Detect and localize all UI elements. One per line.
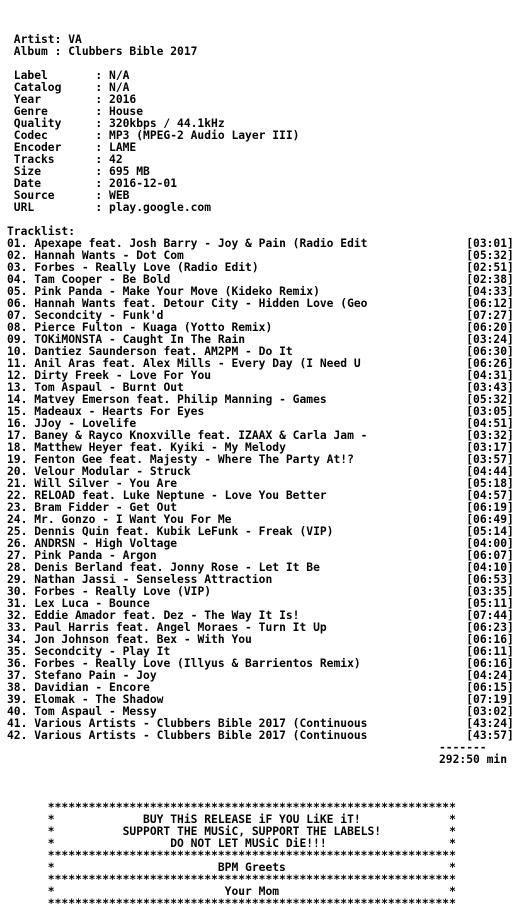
nfo-text xyxy=(7,34,528,910)
info-row: URL : play.google.com xyxy=(7,201,212,214)
track-title: Tom Aspaul - Burnt Out xyxy=(34,382,184,394)
track-row xyxy=(7,670,528,682)
track-duration: [07:19] xyxy=(466,694,514,706)
track-row xyxy=(7,406,528,418)
track-number: 14. xyxy=(7,394,28,406)
track-duration: [03:24] xyxy=(466,334,514,346)
track-duration: [04:57] xyxy=(466,490,514,502)
track-duration: [03:05] xyxy=(466,406,514,418)
track-number: 34. xyxy=(7,634,28,646)
track-number: 06. xyxy=(7,298,28,310)
track-row xyxy=(7,514,528,526)
track-title: Forbes - Really Love (Radio Edit) xyxy=(34,262,259,274)
track-number: 41. xyxy=(7,718,28,730)
track-row xyxy=(7,550,528,562)
track-number: 17. xyxy=(7,430,28,442)
track-duration: [06:53] xyxy=(466,574,514,586)
banner-message: * BUY THiS RELEASE iF YOU LiKE iT! * xyxy=(7,813,456,826)
track-duration: [02:38] xyxy=(466,274,514,286)
track-title: Stefano Pain - Joy xyxy=(34,670,157,682)
track-number: 13. xyxy=(7,382,28,394)
track-duration: [07:44] xyxy=(466,610,514,622)
track-row xyxy=(7,346,528,358)
track-number: 03. xyxy=(7,262,28,274)
track-title: Dantiez Saunderson feat. AM2PM - Do It xyxy=(34,346,293,358)
track-title: Nathan Jassi - Senseless Attraction xyxy=(34,574,273,586)
track-row xyxy=(7,274,528,286)
track-row xyxy=(7,466,528,478)
track-duration: [05:14] xyxy=(466,526,514,538)
greets-name: * Your Mom * xyxy=(7,885,456,898)
track-duration: [06:23] xyxy=(466,622,514,634)
track-duration: [06:16] xyxy=(466,634,514,646)
track-duration: [43:24] xyxy=(466,718,514,730)
track-title: Hannah Wants feat. Detour City - Hidden Love (Geo xyxy=(34,298,368,310)
track-number: 20. xyxy=(7,466,28,478)
track-duration: [03:35] xyxy=(466,586,514,598)
track-number: 21. xyxy=(7,478,28,490)
track-row xyxy=(7,370,528,382)
track-row xyxy=(7,310,528,322)
artist-line: Artist: VA xyxy=(7,34,82,46)
track-number: 07. xyxy=(7,310,28,322)
track-row xyxy=(7,706,528,718)
track-title: Mr. Gonzo - I Want You For Me xyxy=(34,514,232,526)
track-title: Forbes - Really Love (Illyus & Barrientos Remix) xyxy=(34,658,361,670)
info-row: Tracks : 42 xyxy=(7,153,123,166)
total-rule: ------- xyxy=(439,741,487,754)
track-row xyxy=(7,394,528,406)
info-row: Source : WEB xyxy=(7,189,130,202)
track-title: Matthew Heyer feat. Kyiki - My Melody xyxy=(34,442,286,454)
track-row xyxy=(7,598,528,610)
track-number: 26. xyxy=(7,538,28,550)
track-row xyxy=(7,562,528,574)
total-line xyxy=(7,754,528,766)
track-duration: [06:12] xyxy=(466,298,514,310)
track-title: Baney & Rayco Knoxville feat. IZAAX & Carla Jam - xyxy=(34,430,368,442)
track-row xyxy=(7,622,528,634)
track-row xyxy=(7,694,528,706)
track-number: 15. xyxy=(7,406,28,418)
track-row xyxy=(7,526,528,538)
track-number: 36. xyxy=(7,658,28,670)
track-number: 16. xyxy=(7,418,28,430)
track-number: 28. xyxy=(7,562,28,574)
track-title: Various Artists - Clubbers Bible 2017 (Continuous xyxy=(34,718,368,730)
release-info xyxy=(7,70,528,214)
track-title: Various Artists - Clubbers Bible 2017 (Continuous xyxy=(34,730,368,742)
track-duration: [43:57] xyxy=(466,730,514,742)
info-row: Catalog : N/A xyxy=(7,81,130,94)
track-title: Bram Fidder - Get Out xyxy=(34,502,178,514)
track-title: Tom Aspaul - Messy xyxy=(34,706,157,718)
track-title: Secondcity - Funk'd xyxy=(34,310,164,322)
track-title: Will Silver - You Are xyxy=(34,478,178,490)
greets-title: * BPM Greets * xyxy=(7,861,456,874)
track-row xyxy=(7,634,528,646)
track-row xyxy=(7,238,528,250)
banner-border: ************************************************************ xyxy=(7,849,456,862)
track-row xyxy=(7,334,528,346)
track-number: 25. xyxy=(7,526,28,538)
track-row xyxy=(7,574,528,586)
track-duration: [03:57] xyxy=(466,454,514,466)
track-title: ANDRSN - High Voltage xyxy=(34,538,178,550)
info-row: Label : N/A xyxy=(7,69,130,82)
track-duration: [04:33] xyxy=(466,286,514,298)
track-duration: [06:07] xyxy=(466,550,514,562)
track-duration: [04:10] xyxy=(466,562,514,574)
track-number: 12. xyxy=(7,370,28,382)
track-number: 42. xyxy=(7,730,28,742)
track-title: Paul Harris feat. Angel Moraes - Turn It Up xyxy=(34,622,327,634)
banner-border: ************************************************************ xyxy=(7,897,456,910)
tracklist xyxy=(7,238,528,742)
track-number: 24. xyxy=(7,514,28,526)
track-duration: [06:19] xyxy=(466,502,514,514)
track-number: 31. xyxy=(7,598,28,610)
spacer xyxy=(7,766,528,790)
track-duration: [05:32] xyxy=(466,250,514,262)
track-number: 39. xyxy=(7,694,28,706)
track-title: Tam Cooper - Be Bold xyxy=(34,274,171,286)
track-row xyxy=(7,538,528,550)
track-duration: [05:11] xyxy=(466,598,514,610)
track-number: 23. xyxy=(7,502,28,514)
track-number: 11. xyxy=(7,358,28,370)
track-row xyxy=(7,658,528,670)
track-title: JJoy - Lovelife xyxy=(34,418,137,430)
track-title: Eddie Amador feat. Dez - The Way It Is! xyxy=(34,610,300,622)
track-number: 08. xyxy=(7,322,28,334)
banner-message: * DO NOT LET MUSiC DiE!!! * xyxy=(7,837,456,850)
track-number: 22. xyxy=(7,490,28,502)
track-number: 37. xyxy=(7,670,28,682)
track-number: 02. xyxy=(7,250,28,262)
tracklist-heading: Tracklist: xyxy=(7,225,76,238)
track-duration: [06:20] xyxy=(466,322,514,334)
track-row xyxy=(7,418,528,430)
track-row xyxy=(7,478,528,490)
track-number: 38. xyxy=(7,682,28,694)
track-number: 19. xyxy=(7,454,28,466)
info-row: Size : 695 MB xyxy=(7,165,150,178)
info-row: Codec : MP3 (MPEG-2 Audio Layer III) xyxy=(7,129,300,142)
track-number: 27. xyxy=(7,550,28,562)
track-title: RELOAD feat. Luke Neptune - Love You Better xyxy=(34,490,327,502)
track-row xyxy=(7,454,528,466)
info-row: Year : 2016 xyxy=(7,93,137,106)
track-duration: [04:44] xyxy=(466,466,514,478)
track-duration: [04:31] xyxy=(466,370,514,382)
track-row xyxy=(7,430,528,442)
track-duration: [03:43] xyxy=(466,382,514,394)
track-title: Hannah Wants - Dot Com xyxy=(34,250,184,262)
track-title: Dirty Freek - Love For You xyxy=(34,370,212,382)
track-duration: [06:26] xyxy=(466,358,514,370)
track-number: 32. xyxy=(7,610,28,622)
track-title: Davidian - Encore xyxy=(34,682,150,694)
track-row xyxy=(7,382,528,394)
info-row: Quality : 320kbps / 44.1kHz xyxy=(7,117,225,130)
track-number: 29. xyxy=(7,574,28,586)
track-duration: [07:27] xyxy=(466,310,514,322)
spacer xyxy=(7,214,528,226)
track-title: Jon Johnson feat. Bex - With You xyxy=(34,634,252,646)
track-title: Forbes - Really Love (VIP) xyxy=(34,586,212,598)
track-row xyxy=(7,682,528,694)
track-number: 30. xyxy=(7,586,28,598)
track-title: TOKiMONSTA - Caught In The Rain xyxy=(34,334,246,346)
track-row xyxy=(7,718,528,730)
track-row xyxy=(7,502,528,514)
info-row: Date : 2016-12-01 xyxy=(7,177,178,190)
track-number: 18. xyxy=(7,442,28,454)
track-title: Secondcity - Play It xyxy=(34,646,171,658)
track-title: Matvey Emerson feat. Philip Manning - Games xyxy=(34,394,327,406)
track-title: Apexape feat. Josh Barry - Joy & Pain (Radio Edit xyxy=(34,238,368,250)
track-row xyxy=(7,586,528,598)
track-title: Elomak - The Shadow xyxy=(34,694,164,706)
track-duration: [04:24] xyxy=(466,670,514,682)
track-number: 09. xyxy=(7,334,28,346)
track-title: Dennis Quin feat. Kubik LeFunk - Freak (VIP) xyxy=(34,526,334,538)
info-row: Encoder : LAME xyxy=(7,141,137,154)
support-banner xyxy=(7,802,528,910)
track-number: 35. xyxy=(7,646,28,658)
track-number: 05. xyxy=(7,286,28,298)
track-row xyxy=(7,442,528,454)
track-number: 33. xyxy=(7,622,28,634)
track-title: Denis Berland feat. Jonny Rose - Let It Be xyxy=(34,562,320,574)
album-line: Album : Clubbers Bible 2017 xyxy=(7,45,198,58)
track-duration: [03:32] xyxy=(466,430,514,442)
track-duration: [06:15] xyxy=(466,682,514,694)
track-number: 40. xyxy=(7,706,28,718)
track-duration: [06:30] xyxy=(466,346,514,358)
track-row xyxy=(7,262,528,274)
track-title: Madeaux - Hearts For Eyes xyxy=(34,406,205,418)
track-duration: [03:02] xyxy=(466,706,514,718)
banner-border: ************************************************************ xyxy=(7,873,456,886)
track-number: 04. xyxy=(7,274,28,286)
banner-message: * SUPPORT THE MUSiC, SUPPORT THE LABELS! * xyxy=(7,825,456,838)
track-title: Anil Aras feat. Alex Mills - Every Day (I Need U xyxy=(34,358,361,370)
track-duration: [06:16] xyxy=(466,658,514,670)
track-title: Pink Panda - Make Your Move (Kideko Remix) xyxy=(34,286,320,298)
track-row xyxy=(7,610,528,622)
track-number: 01. xyxy=(7,238,28,250)
info-row: Genre : House xyxy=(7,105,144,118)
track-duration: [04:00] xyxy=(466,538,514,550)
track-duration: [06:49] xyxy=(466,514,514,526)
track-row xyxy=(7,298,528,310)
track-row xyxy=(7,322,528,334)
track-row xyxy=(7,490,528,502)
track-duration: [05:18] xyxy=(466,478,514,490)
total-duration: 292:50 min xyxy=(439,753,508,766)
track-title: Pink Panda - Argon xyxy=(34,550,157,562)
track-row xyxy=(7,286,528,298)
track-title: Pierce Fulton - Kuaga (Yotto Remix) xyxy=(34,322,273,334)
track-duration: [04:51] xyxy=(466,418,514,430)
track-duration: [05:32] xyxy=(466,394,514,406)
track-duration: [03:01] xyxy=(466,238,514,250)
track-duration: [03:17] xyxy=(466,442,514,454)
track-duration: [06:11] xyxy=(466,646,514,658)
track-title: Velour Modular - Struck xyxy=(34,466,191,478)
track-number: 10. xyxy=(7,346,28,358)
banner-border: ************************************************************ xyxy=(7,801,456,814)
track-duration: [02:51] xyxy=(466,262,514,274)
track-row xyxy=(7,250,528,262)
track-title: Fenton Gee feat. Majesty - Where The Party At!? xyxy=(34,454,354,466)
track-title: Lex Luca - Bounce xyxy=(34,598,150,610)
track-row xyxy=(7,358,528,370)
track-row xyxy=(7,646,528,658)
